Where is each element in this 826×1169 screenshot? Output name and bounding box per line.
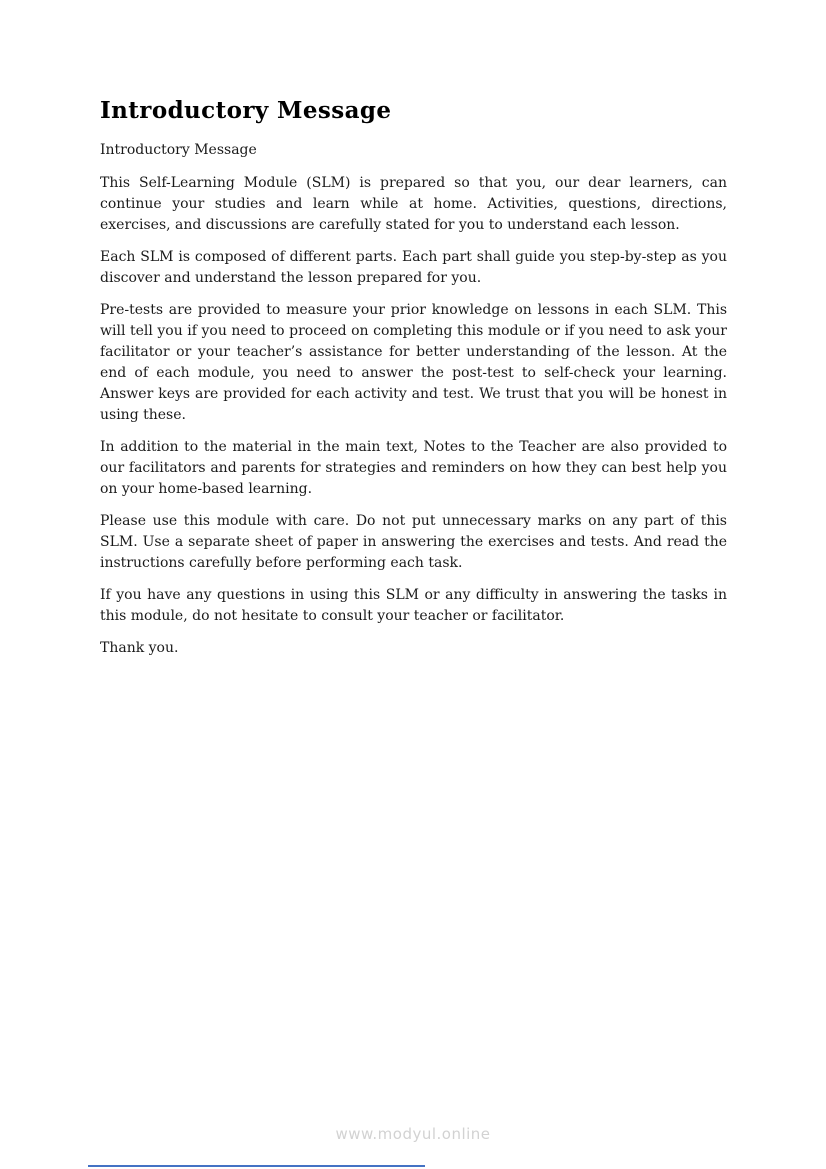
paragraph-care-instructions: Please use this module with care. Do not put unnecessary marks on any part of this SLM. Use a separate sheet of paper in answering the exercises and tests. And read the instructions carefully before performing each task. — [100, 513, 727, 571]
footer-rule — [88, 1165, 425, 1167]
paragraph-slm-intro: This Self-Learning Module (SLM) is prepared so that you, our dear learners, can continue your studies and learn while at home. Activities, questions, directions, exercises, and discussions are carefully stated for you to understand each lesson. — [100, 175, 727, 233]
page-title: Introductory Message — [100, 97, 392, 124]
paragraph-pretests: Pre-tests are provided to measure your prior knowledge on lessons in each SLM. This will tell you if you need to proceed on completing this module or if you need to ask your facilitator or your teacher’s assistance for better understanding of the lesson. At the end of each module, you need to answer the post-test to self-check your learning. Answer keys are provided for each activity and test. We trust that you will be honest in using these. — [100, 302, 727, 423]
document-content — [100, 0, 727, 670]
page-subtitle: Introductory Message — [100, 142, 257, 158]
paragraph-questions: If you have any questions in using this SLM or any difficulty in answering the tasks in this module, do not hesitate to consult your teacher or facilitator. — [100, 587, 727, 624]
paragraph-thank-you: Thank you. — [100, 640, 179, 656]
paragraph-notes-to-teacher: In addition to the material in the main text, Notes to the Teacher are also provided to our facilitators and parents for strategies and reminders on how they can best help you on your home-based learning. — [100, 439, 727, 497]
footer-watermark: www.modyul.online — [335, 1125, 491, 1143]
paragraph-slm-parts: Each SLM is composed of different parts. Each part shall guide you step-by-step as you discover and understand the lesson prepared for you. — [100, 249, 727, 286]
